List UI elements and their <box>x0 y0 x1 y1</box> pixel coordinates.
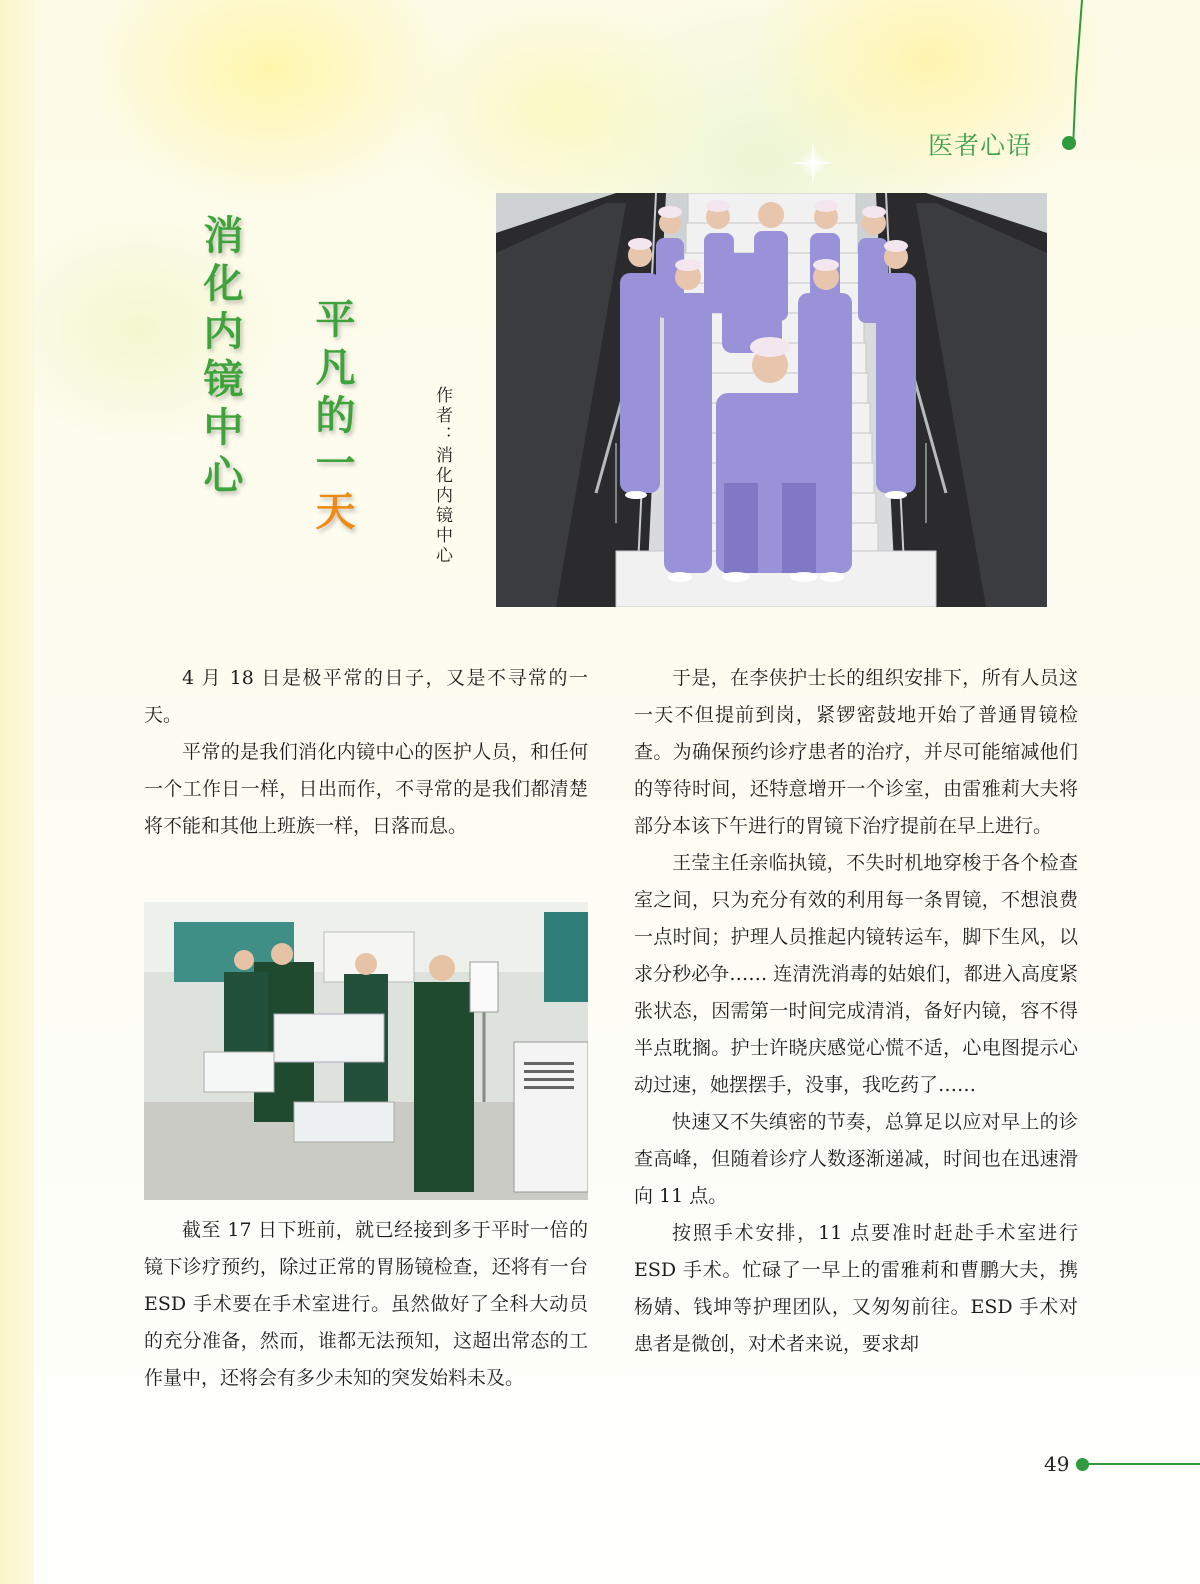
photo-nurses-on-stairs <box>496 193 1047 607</box>
paragraph: 截至 17 日下班前，就已经接到多于平时一倍的镜下诊疗预约，除过正常的胃肠镜检查，还将有一台 ESD 手术要在手术室进行。虽然做好了全科大动员的充分准备，然而，谁都无法预知，这超出常态的工作量中，还将会有多少未知的突发始料未及。 <box>144 1219 588 1389</box>
title-line-2-main: 平凡的一 <box>309 298 355 490</box>
paragraph: 4 月 18 日是极平常的日子，又是不寻常的一天。 <box>144 667 588 726</box>
article-column-b <box>144 1212 588 1397</box>
section-label: 医者心语 <box>928 131 1033 160</box>
footer-divider <box>1086 1463 1200 1465</box>
title-line-2-last: 天 <box>309 490 355 538</box>
title-line-1: 消化内镜中心 <box>197 214 243 502</box>
page-number: 49 <box>1044 1452 1070 1476</box>
left-decorative-band <box>0 0 34 1584</box>
sparkle-icon <box>788 138 838 188</box>
paragraph: 快速又不失缜密的节奏，总算足以应对早上的诊查高峰，但随着诊疗人数逐渐递减，时间也在迅速滑向 11 点。 <box>634 1111 1078 1207</box>
article-column-a <box>144 660 588 845</box>
section-dot-icon <box>1062 136 1076 150</box>
paragraph: 按照手术安排，11 点要准时赶赴手术室进行 ESD 手术。忙碌了一早上的雷雅莉和曹鹏大夫，携杨婧、钱坤等护理团队，又匆匆前往。ESD 手术对患者是微创，对术者来说，要求却 <box>634 1222 1078 1355</box>
carts-photo-illustration <box>144 902 588 1200</box>
stairs-photo-illustration <box>496 193 1047 607</box>
photo-staff-with-carts <box>144 902 588 1200</box>
paragraph: 平常的是我们消化内镜中心的医护人员，和任何一个工作日一样，日出而作，不寻常的是我们都清楚将不能和其他上班族一样，日落而息。 <box>144 741 588 837</box>
article-column-c <box>634 660 1078 1363</box>
title-line-2 <box>309 298 355 538</box>
decorative-line <box>1070 0 1084 148</box>
author-byline: 作者：消化内镜中心 <box>432 386 452 566</box>
paragraph: 于是，在李侠护士长的组织安排下，所有人员这一天不但提前到岗，紧锣密鼓地开始了普通胃镜检查。为确保预约诊疗患者的治疗，并尽可能缩减他们的等待时间，还特意增开一个诊室，由雷雅莉大夫将部分本该下午进行的胃镜下治疗提前在早上进行。 <box>634 667 1078 837</box>
paragraph: 王莹主任亲临执镜，不失时机地穿梭于各个检查室之间，只为充分有效的利用每一条胃镜，不想浪费一点时间；护理人员推起内镜转运车，脚下生风，以求分秒必争…… 连清洗消毒的姑娘们，都进入高度紧张状态，因需第一时间完成清消，备好内镜，容不得半点耽搁。护士许晓庆感觉心慌不适，心电图提示心动过速，她摆摆手，没事，我吃药了…… <box>634 852 1078 1096</box>
